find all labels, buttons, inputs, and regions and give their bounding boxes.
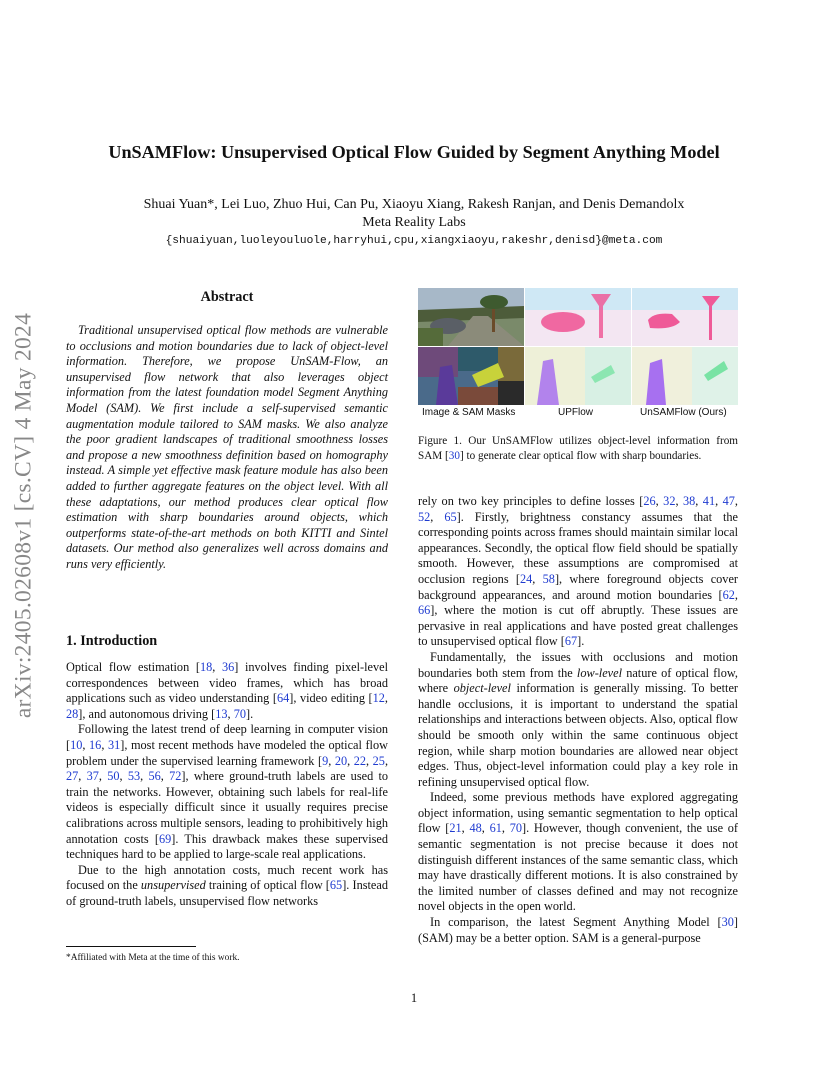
paragraph — [66, 660, 388, 722]
affiliation: Meta Reality Labs — [362, 215, 466, 230]
text-run: ], most recent methods have modeled the optical flow problem under the supervised learning framework [ — [66, 737, 388, 768]
figure-flow-upflow-bottom — [525, 347, 631, 405]
figure-flow-unsamflow-top — [632, 288, 738, 346]
text-run: nature of optical flow, where — [418, 665, 739, 696]
text-run: ] involves finding pixel-level correspondences between video frames, which has broad applications such as video understanding [ — [66, 660, 389, 706]
text-run: , — [532, 571, 543, 586]
text-run: , — [734, 587, 738, 602]
citation-link[interactable]: 67 — [564, 634, 578, 649]
citation-link[interactable]: 47 — [722, 494, 735, 508]
intro-body — [66, 660, 388, 910]
text-run: , — [481, 821, 490, 836]
text-run: ]. Instead of ground-truth labels, unsupervised flow networks — [66, 878, 388, 908]
text-run: ]. — [577, 634, 585, 649]
text-run: ]. — [246, 706, 254, 721]
author-emails: {shuaiyuan,luoleyouluole,harryhui,cpu,xiangxiaoyu,rakeshr,denisd}@meta.com — [165, 235, 663, 247]
citation-link[interactable]: 53 — [127, 769, 141, 784]
italic-text: object-level — [453, 681, 511, 696]
citation-link[interactable]: 70 — [233, 706, 246, 721]
figure-label-unsamflow: UnSAMFlow (Ours) — [640, 407, 727, 418]
citation-link[interactable]: 66 — [418, 603, 431, 618]
citation-link[interactable]: 18 — [199, 660, 213, 674]
author-block — [0, 196, 828, 232]
text-run: , — [695, 494, 703, 508]
paragraph — [418, 650, 738, 790]
author-list: Shuai Yuan*, Lei Luo, Zhuo Hui, Can Pu, Xiaoyu Xiang, Rakesh Ranjan, and Denis Demandolx — [143, 197, 685, 212]
citation-link[interactable]: 65 — [329, 878, 343, 893]
citation-link[interactable]: 20 — [334, 753, 348, 768]
text-run: ]. This drawback makes these supervised techniques hard to be applied to large-scale real applications. — [66, 831, 388, 862]
figure-flow-upflow-top — [525, 288, 631, 346]
citation-link[interactable]: 50 — [107, 769, 120, 784]
text-run: ] to generate clear optical flow with sharp boundaries. — [459, 450, 702, 462]
text-run: information is generally missing. To better handle occlusions, it is important to understand the spatial relationships and interactions between objects. Also, optical flow should be smooth only within the same continuous object region, while sharp motion boundaries are allowed near object edges. Thus, object-level information could play a key role in refining unsupervised optical flow. — [418, 681, 738, 789]
text-run: Figure 1. Our UnSAMFlow utilizes object-level information from SAM [ — [418, 435, 738, 462]
text-run: ], where foreground objects cover background appearances, and around motion boundaries [ — [418, 571, 739, 602]
citation-link[interactable]: 21 — [449, 821, 462, 836]
footnote-rule — [66, 946, 196, 947]
abstract-heading: Abstract — [200, 289, 254, 305]
citation-link[interactable]: 31 — [107, 737, 121, 752]
text-run: , — [384, 691, 388, 706]
citation-link[interactable]: 13 — [215, 706, 228, 721]
arxiv-stamp[interactable]: arXiv:2405.02608v1 [cs.CV] 4 May 2024 — [10, 312, 37, 719]
paragraph — [418, 790, 738, 915]
text-run: , — [366, 753, 373, 768]
citation-link[interactable]: 41 — [702, 494, 716, 508]
text-run: , — [430, 509, 445, 524]
citation-link[interactable]: 27 — [66, 769, 79, 784]
citation-link[interactable]: 26 — [643, 494, 656, 508]
text-run: ], where ground-truth labels are used to train the networks. However, obtaining such labels for real-life videos is especially difficult since it usually requires precise calibrations across multiple sensors, leading to prohibitively high annotation costs [ — [66, 769, 389, 846]
text-run: , — [347, 753, 354, 768]
text-run: , — [655, 494, 664, 508]
citation-link[interactable]: 22 — [353, 753, 367, 768]
text-run: Following the latest trend of deep learning in computer vision [ — [66, 722, 388, 752]
citation-link[interactable]: 61 — [489, 821, 502, 836]
italic-text: unsupervised — [140, 878, 206, 893]
text-run: , — [384, 753, 389, 768]
figure-image-road-scene — [418, 288, 524, 346]
citation-link[interactable]: 28 — [66, 706, 79, 721]
paragraph — [418, 915, 738, 946]
citation-link[interactable]: 9 — [322, 753, 329, 768]
abstract-text: Traditional unsupervised optical flow methods are vulnerable to occlusions and motion boundaries due to lack of object-level information. Therefore, we propose UnSAM-Flow, an unsupervised flow network that also leverages object information from the latest foundation model Segment Anything Model (SAM). We first include a self-supervised semantic augmentation module tailored to SAM masks. We also analyze the poor gradient landscapes of traditional smoothness losses and propose a new smoothness definition based on homography instead. A simple yet effective mask feature module has also been added to further aggregate features on the object level. With all these adaptations, our method produces clear optical flow estimation with sharp boundaries around objects, which outperforms state-of-the-art methods on both KITTI and Sintel datasets. Our method also generalizes well across domains and runs very efficiently. — [66, 323, 388, 571]
text-run: rely on two key principles to define losses [ — [418, 494, 644, 508]
figure-1-caption — [418, 434, 738, 464]
text-run: ]. However, though convenient, the use of semantic segmentation is not precise because it does not distinguish different instances of the same semantic class, which may have drastically different motions. It is also constrained by the limited number of classes defined and may not recognize novel objects in the open world. — [418, 821, 739, 914]
figure-1 — [418, 288, 738, 403]
text-run: , — [78, 769, 87, 784]
text-run: , — [119, 769, 128, 784]
figure-flow-unsamflow-bottom — [632, 347, 738, 405]
text-run: In comparison, the latest Segment Anything Model [ — [430, 915, 722, 930]
text-run: ], and autonomous driving [ — [78, 706, 216, 721]
citation-link[interactable]: 72 — [169, 769, 182, 784]
citation-link[interactable]: 64 — [276, 691, 290, 706]
citation-link[interactable]: 10 — [70, 737, 83, 752]
citation-link[interactable]: 69 — [158, 831, 172, 846]
text-run: , — [212, 660, 222, 674]
citation-link[interactable]: 25 — [372, 753, 385, 768]
paragraph — [66, 722, 388, 862]
citation-link[interactable]: 48 — [469, 821, 482, 836]
section-heading-introduction: 1. Introduction — [66, 633, 158, 649]
citation-link[interactable]: 56 — [148, 769, 161, 784]
page-number: 1 — [410, 991, 418, 1005]
text-run: Indeed, some previous methods have explored aggregating object information, using semantic segmentation to help optical flow [ — [418, 790, 738, 836]
text-run: , — [82, 737, 90, 752]
footnote: *Affiliated with Meta at the time of this work. — [66, 953, 240, 963]
citation-link[interactable]: 16 — [89, 737, 102, 752]
text-run: , — [675, 494, 683, 508]
text-run: , — [101, 737, 108, 752]
text-run: , — [501, 821, 510, 836]
citation-link[interactable]: 37 — [86, 769, 99, 784]
citation-link[interactable]: 70 — [509, 821, 522, 836]
text-run: , — [461, 821, 470, 836]
text-run: , — [160, 769, 170, 784]
text-run: , — [227, 706, 234, 721]
text-run: ], video editing [ — [289, 691, 373, 706]
text-run: ], where the motion is cut off abruptly. These issues are pervasive in real applications and have posted great challenges to unsupervised optical flow [ — [418, 603, 738, 649]
text-run: , — [328, 753, 335, 768]
text-run: training of optical flow [ — [205, 878, 330, 893]
italic-text: low-level — [576, 665, 622, 680]
text-run: , — [98, 769, 108, 784]
text-run: ]. Firstly, brightness constancy assumes that the corresponding points across frames should maintain similar local appearances. Secondly, the optical flow field should be spatially smooth. However, these assumptions are compromised at occlusion regions [ — [418, 509, 738, 586]
citation-link[interactable]: 58 — [542, 571, 555, 586]
text-run: , — [140, 769, 149, 784]
paragraph — [66, 863, 388, 910]
citation-link[interactable]: 62 — [722, 587, 735, 602]
text-run: Due to the high annotation costs, much recent work has focused on the — [66, 862, 388, 893]
text-run: , — [734, 494, 738, 508]
citation-link[interactable]: 30 — [448, 450, 460, 462]
text-run: ] (SAM) may be a better option. SAM is a general-purpose — [418, 915, 738, 945]
figure-image-sam-masks — [418, 347, 524, 405]
citation-link[interactable]: 32 — [663, 494, 676, 508]
figure-label-upflow: UPFlow — [558, 407, 594, 418]
paragraph — [418, 494, 738, 650]
citation-link[interactable]: 36 — [221, 660, 235, 674]
citation-link[interactable]: 52 — [418, 509, 431, 524]
citation-link[interactable]: 30 — [721, 915, 734, 930]
text-run: Fundamentally, the issues with occlusions and motion boundaries both stem from the — [418, 649, 738, 680]
figure-label-image: Image & SAM Masks — [422, 407, 516, 418]
paper-title: UnSAMFlow: Unsupervised Optical Flow Guided by Segment Anything Model — [108, 142, 720, 162]
citation-link[interactable]: 24 — [519, 571, 533, 586]
text-run: , — [715, 494, 723, 508]
citation-link[interactable]: 12 — [372, 691, 385, 706]
right-column-text — [418, 494, 738, 946]
citation-link[interactable]: 38 — [682, 494, 696, 508]
text-run: Optical flow estimation [ — [66, 660, 200, 674]
citation-link[interactable]: 65 — [444, 509, 457, 524]
